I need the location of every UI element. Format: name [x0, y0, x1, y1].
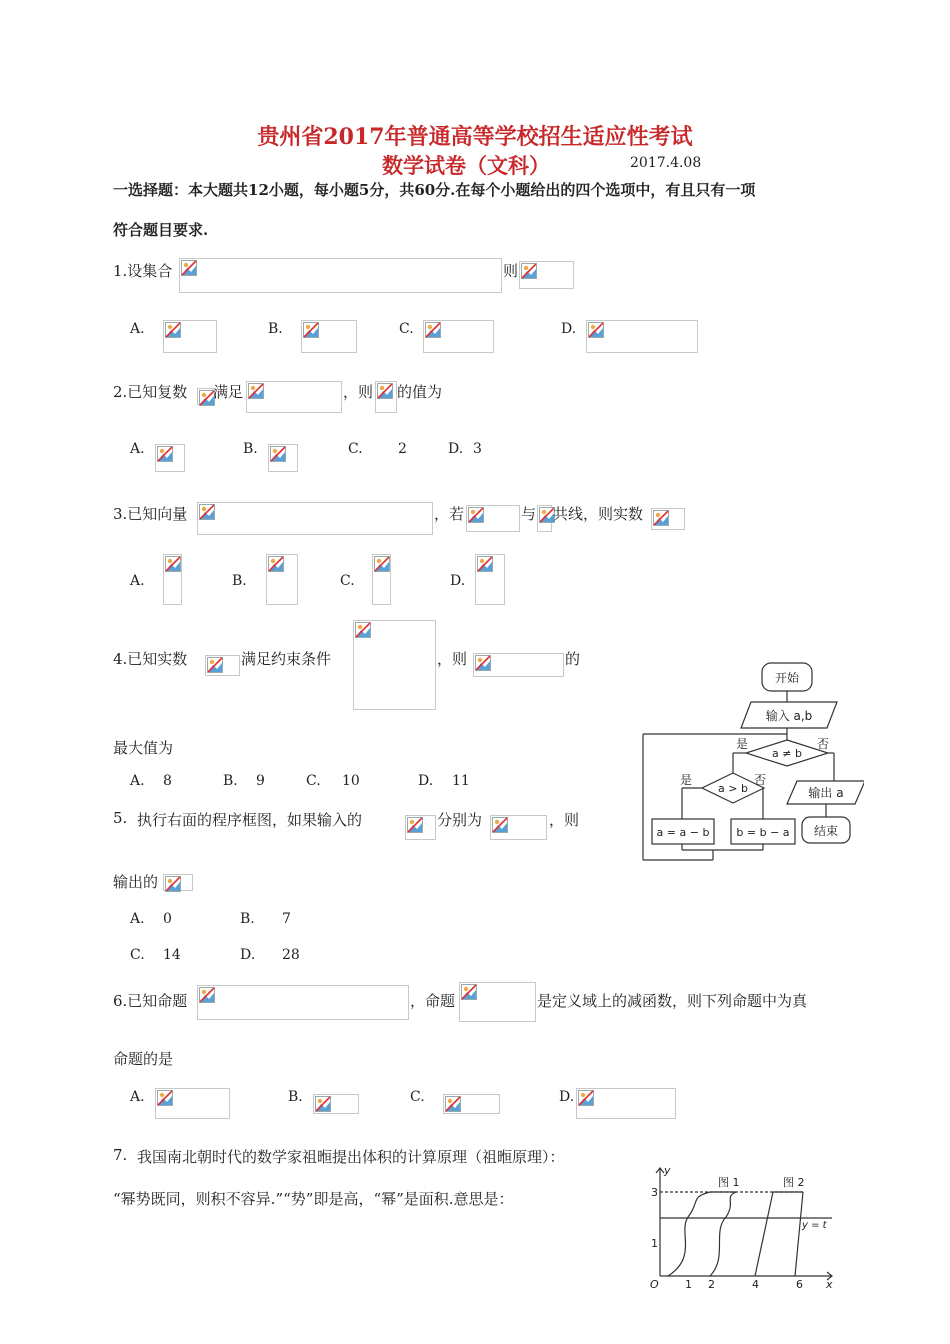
exam-subtitle: 数学试卷（文科）: [382, 153, 550, 178]
q5-option-d-value: 28: [282, 947, 300, 963]
figure2-right-edge: [795, 1192, 803, 1276]
figure1-label: 图 1: [718, 1176, 740, 1189]
flow-start-text: 开始: [774, 671, 800, 685]
q4-option-a-value: 8: [163, 773, 172, 789]
y-tick-label: 3: [651, 1186, 658, 1199]
q2-option-a-label: A.: [130, 441, 145, 457]
q4-stem-b: 满足约束条件: [241, 650, 332, 668]
q6-stem-d: 命题的是: [113, 1050, 174, 1068]
section-instruction-line2: 符合题目要求.: [113, 221, 209, 239]
broken-image-icon: [653, 510, 669, 526]
q4-option-d-value: 11: [452, 773, 470, 789]
broken-image-icon: [165, 876, 181, 892]
flow-no1-label: 否: [817, 737, 830, 751]
q2-option-c-label: C.: [348, 441, 363, 457]
q5-option-d-label: D.: [240, 947, 256, 963]
q4-stem-d: 的: [565, 650, 581, 668]
formula-image: [459, 982, 536, 1022]
q1-option-b-label: B.: [268, 321, 283, 337]
q2-stem-a: 2.已知复数: [113, 383, 188, 401]
formula-image: [313, 1094, 359, 1114]
q4-stem-a: 4.已知实数: [113, 650, 188, 668]
origin-label: O: [650, 1278, 659, 1290]
formula-image: [490, 815, 547, 840]
q3-option-c-label: C.: [340, 573, 355, 589]
broken-image-icon: [492, 817, 508, 833]
formula-image: [586, 320, 698, 353]
broken-image-icon: [157, 446, 173, 462]
formula-image: [155, 444, 185, 472]
q2-option-d-label: D.: [448, 441, 464, 457]
q2-stem-b: 满足: [213, 383, 244, 401]
broken-image-icon: [461, 984, 477, 1000]
q2-stem-c: ，则: [343, 383, 374, 401]
broken-image-icon: [181, 260, 197, 276]
q3-stem-b: ，若: [434, 505, 465, 523]
flow-yes2-label: 是: [680, 773, 693, 787]
broken-image-icon: [377, 383, 393, 399]
formula-image: [353, 620, 436, 710]
broken-image-icon: [165, 322, 181, 338]
formula-image: [423, 320, 494, 353]
q6-stem-c: 是定义域上的减函数，则下列命题中为真: [537, 992, 808, 1010]
q6-stem-b: ，命题: [410, 992, 456, 1010]
figure2-left-edge: [755, 1192, 773, 1276]
broken-image-icon: [199, 504, 215, 520]
formula-image: [155, 1088, 230, 1119]
flow-no2-label: 否: [754, 773, 767, 787]
broken-image-icon: [521, 263, 537, 279]
q3-option-a-label: A.: [130, 573, 145, 589]
formula-image: [179, 258, 502, 293]
figure7-diagram: [640, 1162, 840, 1290]
q5-option-b-value: 7: [282, 911, 291, 927]
formula-image: [375, 381, 397, 413]
figure2-label: 图 2: [783, 1176, 805, 1189]
formula-image: [163, 320, 217, 353]
formula-image: [475, 554, 505, 605]
q5-option-b-label: B.: [240, 911, 255, 927]
formula-image: [197, 388, 213, 405]
y-tick-label: 1: [651, 1237, 658, 1250]
x-tick-label: 6: [796, 1278, 803, 1290]
formula-image: [473, 653, 564, 677]
q3-stem-c: 与: [521, 505, 537, 523]
section-instruction-line1: 一选择题：本大题共12小题，每小题5分，共60分.在每个小题给出的四个选项中，有且只有一项: [113, 181, 756, 199]
exam-title: 贵州省2017年普通高等学校招生适应性考试: [257, 124, 693, 150]
broken-image-icon: [445, 1096, 461, 1112]
flow-output-text: 输出 a: [808, 786, 844, 800]
q3-option-b-label: B.: [232, 573, 247, 589]
formula-image: [301, 320, 357, 353]
q7-number: 7.: [113, 1146, 128, 1164]
formula-image: [372, 554, 391, 605]
q5-option-a-value: 0: [163, 911, 172, 927]
x-tick-label: 1: [685, 1278, 692, 1290]
formula-image: [197, 502, 433, 535]
q1-option-a-label: A.: [130, 321, 145, 337]
formula-image: [205, 655, 240, 676]
flow-input-text: 输入 a,b: [765, 709, 813, 723]
broken-image-icon: [165, 556, 181, 572]
flowchart-diagram: [638, 656, 864, 868]
formula-image: [443, 1094, 500, 1114]
broken-image-icon: [355, 622, 371, 638]
q6-stem-a: 6.已知命题: [113, 992, 188, 1010]
broken-image-icon: [268, 556, 284, 572]
formula-image: [519, 261, 574, 289]
broken-image-icon: [248, 383, 264, 399]
broken-image-icon: [475, 655, 491, 671]
q5-option-c-label: C.: [130, 947, 145, 963]
x-tick-label: 2: [708, 1278, 715, 1290]
broken-image-icon: [303, 322, 319, 338]
q5-option-a-label: A.: [130, 911, 145, 927]
exam-date: 2017.4.08: [630, 155, 702, 171]
q6-option-c-label: C.: [410, 1089, 425, 1105]
formula-image: [651, 508, 685, 530]
q6-option-a-label: A.: [130, 1089, 145, 1105]
q5-number: 5.: [113, 809, 128, 827]
line-label: y = t: [802, 1220, 827, 1231]
q5-stem-b: 执行右面的程序框图，如果输入的: [137, 811, 363, 829]
broken-image-icon: [315, 1096, 331, 1112]
formula-image: [576, 1088, 676, 1119]
flow-cond2-text: a > b: [718, 782, 748, 795]
formula-image: [197, 985, 409, 1020]
q1-option-d-label: D.: [561, 321, 577, 337]
broken-image-icon: [578, 1090, 594, 1106]
formula-image: [246, 381, 342, 413]
broken-image-icon: [157, 1090, 173, 1106]
x-axis-label: x: [826, 1278, 833, 1290]
q4-option-d-label: D.: [418, 773, 434, 789]
q6-option-b-label: B.: [288, 1089, 303, 1105]
formula-image: [163, 874, 193, 891]
y-axis-label: y: [664, 1164, 671, 1177]
q2-option-c-value: 2: [398, 441, 407, 457]
broken-image-icon: [425, 322, 441, 338]
formula-image: [266, 554, 298, 605]
broken-image-icon: [588, 322, 604, 338]
x-tick-label: 4: [752, 1278, 759, 1290]
q1-stem-a: 1.设集合: [113, 262, 173, 280]
broken-image-icon: [270, 446, 286, 462]
q5-stem-c: 分别为: [437, 811, 483, 829]
figure1-right-curve: [710, 1192, 736, 1276]
q4-option-c-label: C.: [306, 773, 321, 789]
formula-image: [466, 505, 520, 532]
q1-stem-b: 则: [503, 262, 519, 280]
broken-image-icon: [207, 657, 223, 673]
q3-stem-d: 共线，则实数: [553, 505, 644, 523]
formula-image: [163, 554, 182, 605]
q4-option-b-value: 9: [256, 773, 265, 789]
q5-option-c-value: 14: [163, 947, 181, 963]
q6-option-d-label: D.: [559, 1089, 575, 1105]
figure1-left-curve: [668, 1192, 710, 1276]
flow-yes1-label: 是: [736, 737, 749, 751]
q5-stem-d: ，则: [549, 811, 580, 829]
q3-option-d-label: D.: [450, 573, 466, 589]
q7-stem-b: 我国南北朝时代的数学家祖暅提出体积的计算原理（祖暅原理）：: [137, 1148, 565, 1166]
formula-image: [268, 444, 298, 472]
q2-stem-d: 的值为: [397, 383, 443, 401]
q2-option-b-label: B.: [243, 441, 258, 457]
q2-option-d-value: 3: [473, 441, 482, 457]
q5-stem-e: 输出的: [113, 873, 159, 891]
broken-image-icon: [407, 817, 423, 833]
q4-stem-e: 最大值为: [113, 739, 174, 757]
flow-end-text: 结束: [813, 824, 839, 838]
broken-image-icon: [374, 556, 390, 572]
broken-image-icon: [199, 987, 215, 1003]
flow-assign2-text: b = b − a: [736, 826, 790, 839]
q3-stem-a: 3.已知向量: [113, 505, 188, 523]
q4-stem-c: ，则: [437, 650, 468, 668]
flow-cond1-text: a ≠ b: [772, 747, 802, 760]
flow-assign1-text: a = a − b: [656, 826, 710, 839]
broken-image-icon: [477, 556, 493, 572]
q4-option-b-label: B.: [223, 773, 238, 789]
q4-option-c-value: 10: [342, 773, 360, 789]
formula-image: [537, 505, 552, 532]
broken-image-icon: [468, 507, 484, 523]
formula-image: [405, 815, 436, 840]
q1-option-c-label: C.: [399, 321, 414, 337]
q4-option-a-label: A.: [130, 773, 145, 789]
q7-stem-c: “幂势既同，则积不容异.”“势”即是高，“幂”是面积.意思是：: [113, 1190, 514, 1208]
